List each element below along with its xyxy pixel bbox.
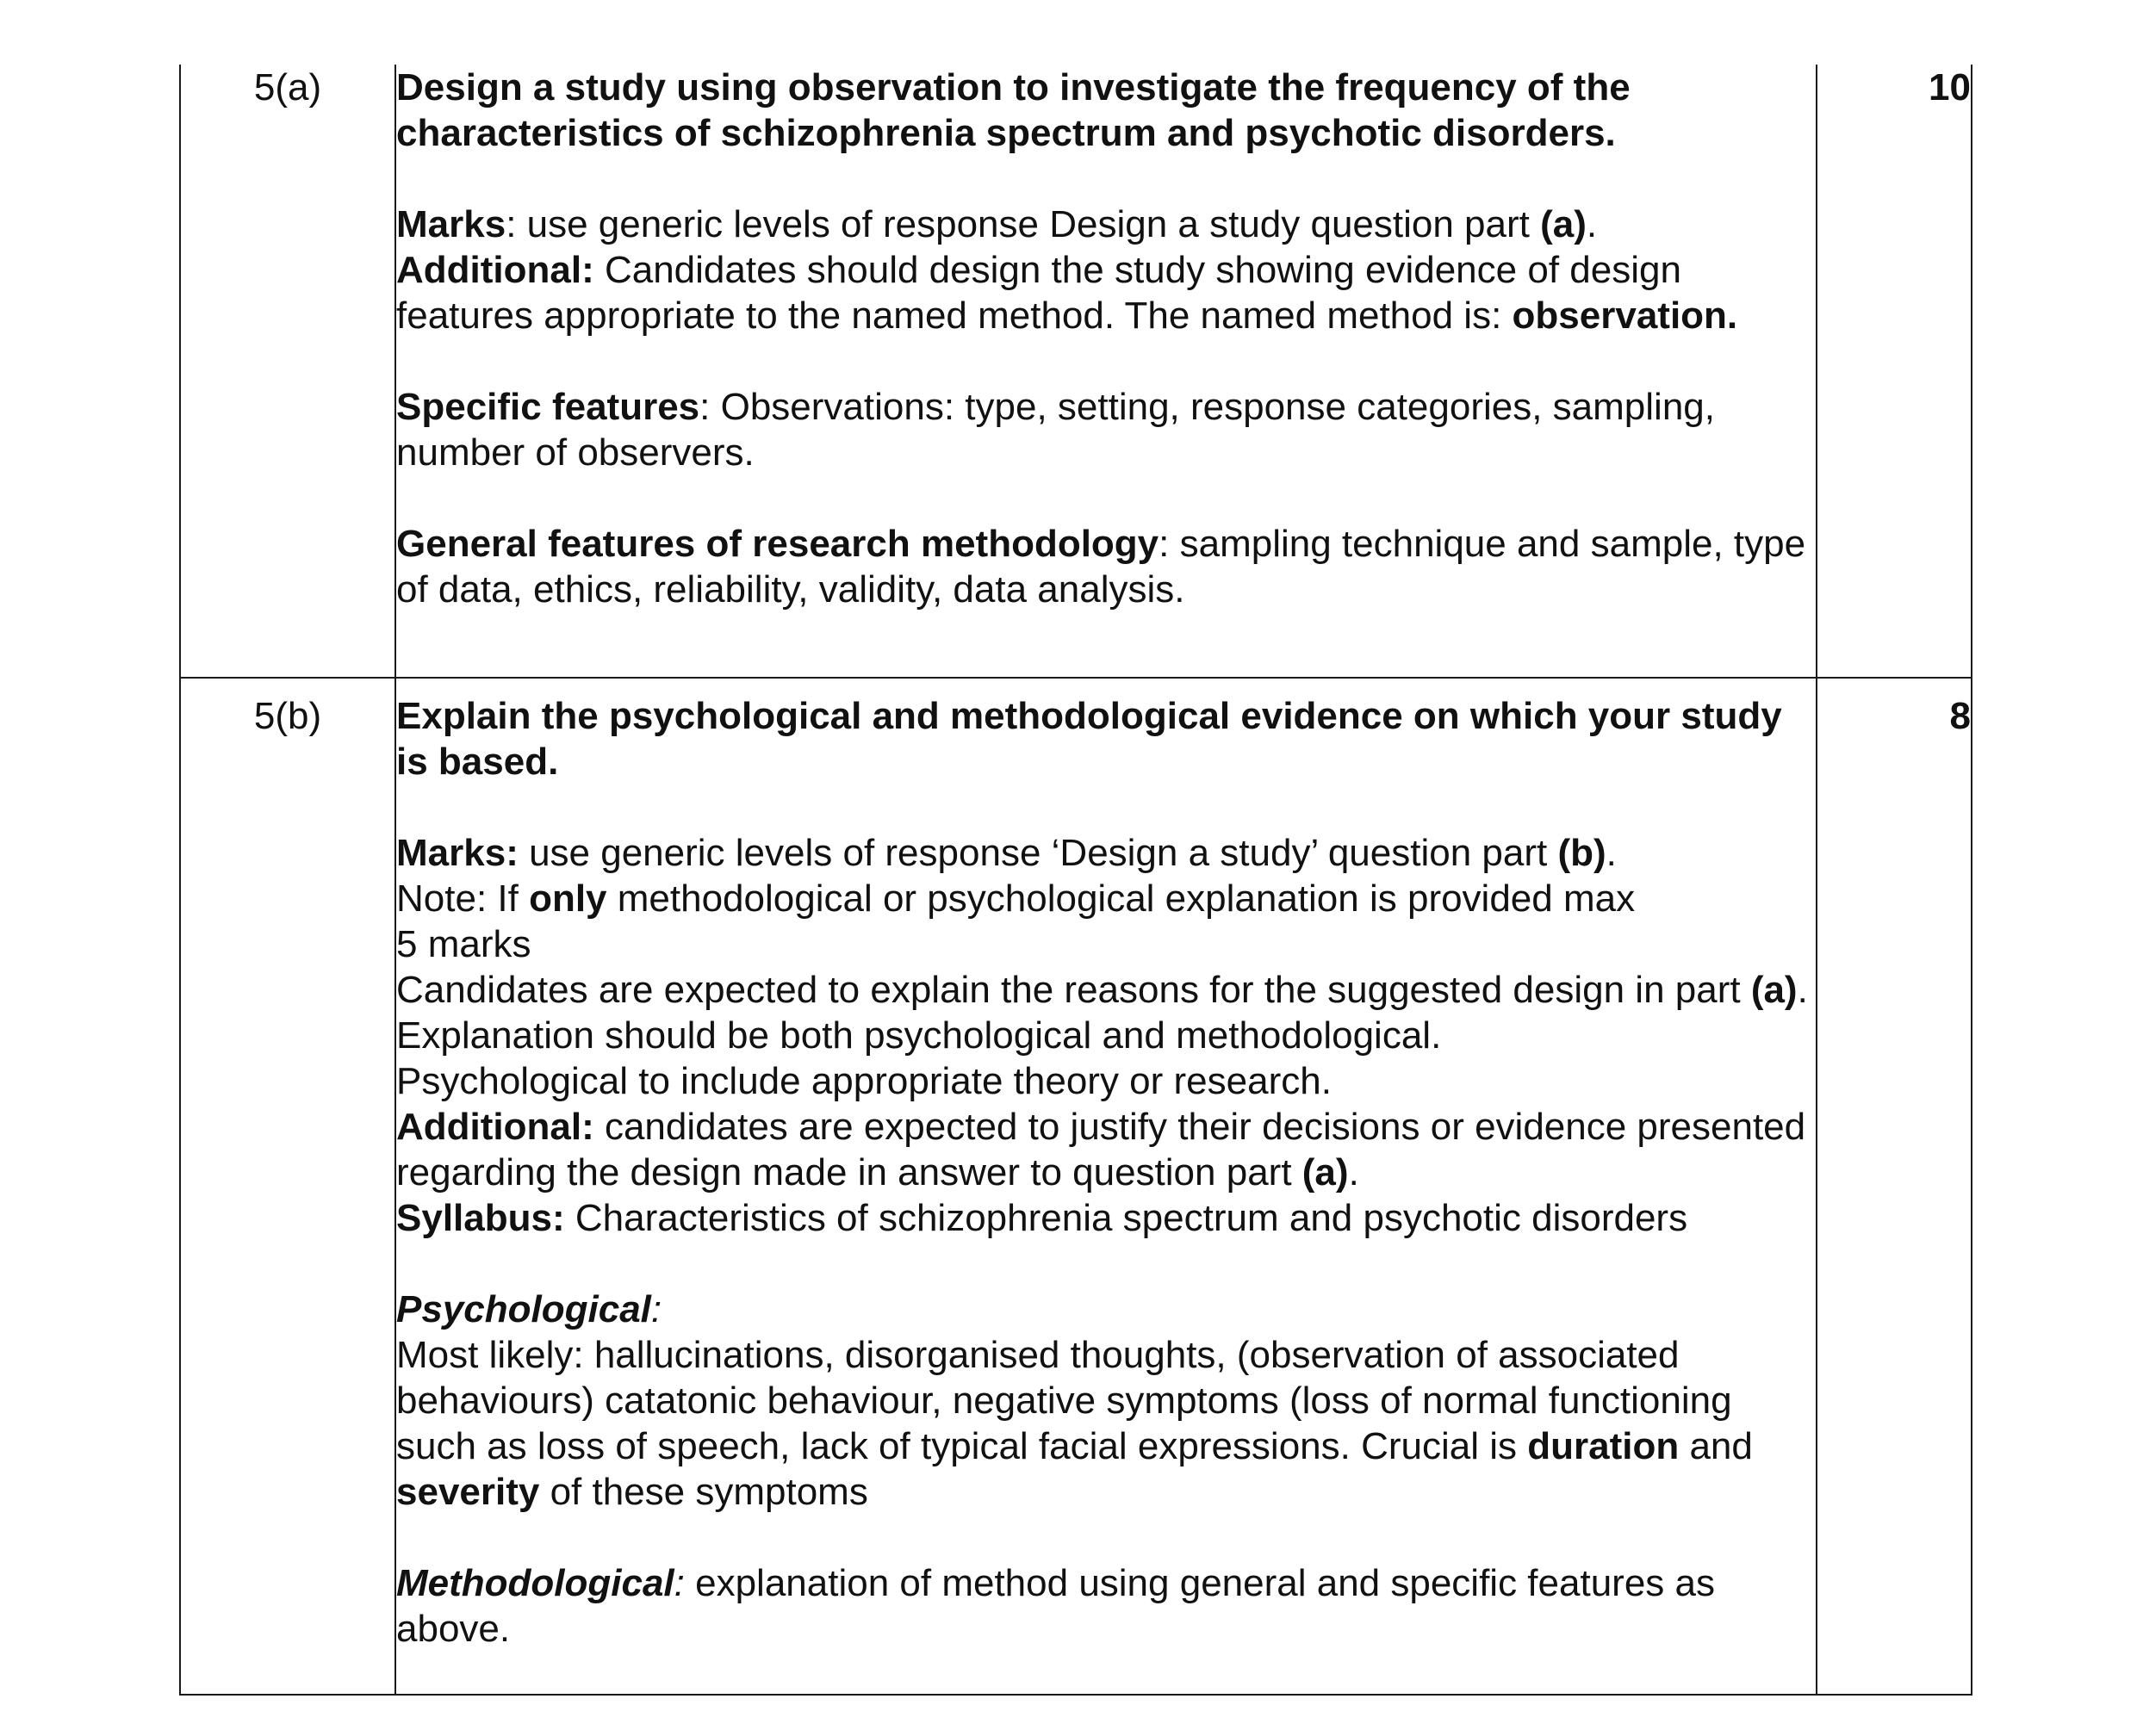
general-features: General features of research methodology: sampling technique and sample, type of data, ethics, reliability, validity, data analysis. xyxy=(396,523,1806,611)
answer-guidance xyxy=(395,678,1817,1695)
answer-guidance xyxy=(395,65,1817,678)
question-text: Explain the psychological and methodological evidence on which your study is based. xyxy=(396,695,1782,783)
methodological-guidance: Methodological: explanation of method using general and specific features as above. xyxy=(396,1562,1715,1650)
mark-scheme-table xyxy=(179,65,1972,1696)
marks-value: 8 xyxy=(1817,678,1972,1695)
question-number: 5(a) xyxy=(180,65,395,678)
question-text: Design a study using observation to investigate the frequency of the characteristics of schizophrenia spectrum and psychotic disorders. xyxy=(396,66,1631,154)
specific-features: Specific features: Observations: type, setting, response categories, sampling, number of observers. xyxy=(396,386,1715,474)
question-number: 5(b) xyxy=(180,678,395,1695)
marks-value: 10 xyxy=(1817,65,1972,678)
marks-guidance: Marks: use generic levels of response ‘Design a study’ question part (b). Note: If only methodological or psychological explanation is provided max 5 marks Candidates are expected to explain the reasons for the suggested design in part (a). Explanation should be both psychological and methodological. Psychological to include appropriate theory or research. Additional: candidates are expected to justify their decisions or evidence presented regarding the design made in answer to question part (a). Syllabus: Characteristics of schizophrenia spectrum and psychotic disorders xyxy=(396,832,1808,1239)
marks-guidance: Marks: use generic levels of response Design a study question part (a). Additional: Candidates should design the study showing evidence of design features appropriate to the named method. The named method is: observation. xyxy=(396,203,1738,337)
psychological-guidance: Psychological: Most likely: hallucinations, disorganised thoughts, (observation of associated behaviours) catatonic behaviour, negative symptoms (loss of normal functioning such as loss of speech, lack of typical facial expressions. Crucial is duration and severity of these symptoms xyxy=(396,1288,1753,1513)
table-row xyxy=(180,65,1972,678)
table-row xyxy=(180,678,1972,1695)
